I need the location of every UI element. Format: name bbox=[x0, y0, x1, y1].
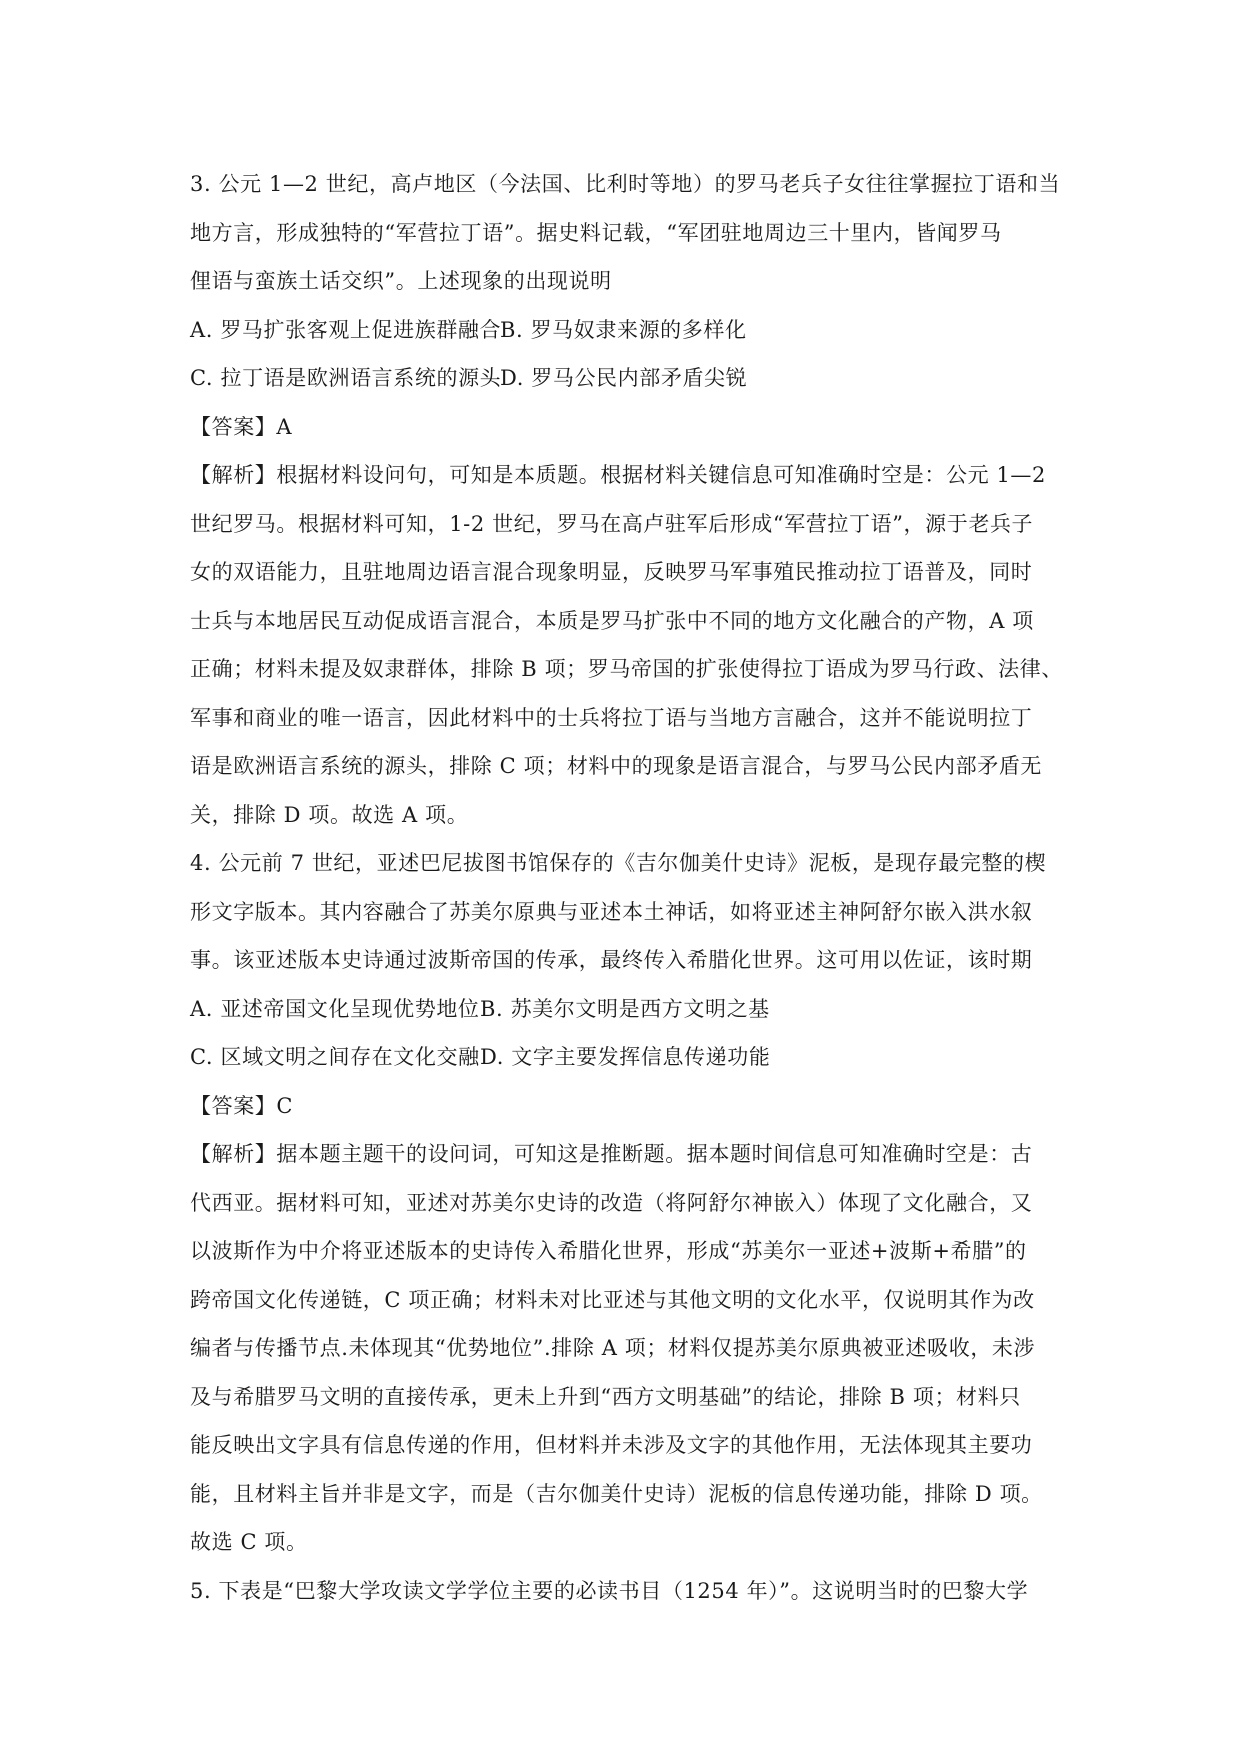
question-4-stem-line-2: 形文字版本。其内容融合了苏美尔原典与亚述本土神话，如将亚述主神阿舒尔嵌入洪水叙 bbox=[190, 899, 1033, 924]
question-3-answer: 【答案】A bbox=[190, 414, 293, 439]
question-3-analysis-line-4: 士兵与本地居民互动促成语言混合，本质是罗马扩张中不同的地方文化融合的产物，A 项 bbox=[190, 608, 1034, 633]
question-3-analysis-line-5: 正确；材料未提及奴隶群体，排除 B 项；罗马帝国的扩张使得拉丁语成为罗马行政、法律、 bbox=[190, 657, 1063, 681]
question-4-analysis-line-9: 故选 C 项。 bbox=[190, 1530, 308, 1554]
question-3-option-d: D. 罗马公民内部矛盾尖锐 bbox=[500, 366, 748, 390]
question-5-stem-line-1: 5. 下表是“巴黎大学攻读文学学位主要的必读书目（1254 年）”。这说明当时的巴黎大学 bbox=[190, 1578, 1029, 1603]
question-4-answer: 【答案】C bbox=[190, 1093, 294, 1118]
question-3-option-c: C. 拉丁语是欧洲语言系统的源头 bbox=[190, 366, 502, 390]
question-3 bbox=[190, 160, 1063, 839]
question-3-analysis-line-3: 女的双语能力，且驻地周边语言混合现象明显，反映罗马军事殖民推动拉丁语普及，同时 bbox=[190, 560, 1033, 584]
question-5 bbox=[190, 1567, 1060, 1616]
question-4-analysis-line-2: 代西亚。据材料可知，亚述对苏美尔史诗的改造（将阿舒尔神嵌入）体现了文化融合，又 bbox=[190, 1190, 1033, 1215]
question-4 bbox=[190, 839, 1060, 1567]
question-4-option-c: C. 区域文明之间存在文化交融 bbox=[190, 1045, 480, 1069]
question-4-analysis-line-3: 以波斯作为中介将亚述版本的史诗传入希腊化世界，形成“苏美尔一亚述+波斯+希腊”的 bbox=[190, 1239, 1027, 1263]
question-4-option-a: A. 亚述帝国文化呈现优势地位 bbox=[190, 996, 480, 1021]
exam-page bbox=[190, 160, 1063, 1615]
question-3-analysis-line-6: 军事和商业的唯一语言，因此材料中的士兵将拉丁语与当地方言融合，这并不能说明拉丁 bbox=[190, 705, 1033, 730]
question-4-analysis-line-6: 及与希腊罗马文明的直接传承，更未上升到“西方文明基础”的结论，排除 B 项；材料只 bbox=[190, 1384, 1021, 1409]
question-4-analysis-line-5: 编者与传播节点.未体现其“优势地位”.排除 A 项；材料仅提苏美尔原典被亚述吸收，未涉 bbox=[190, 1336, 1036, 1360]
question-3-analysis-line-2: 世纪罗马。根据材料可知，1-2 世纪，罗马在高卢驻军后形成“军营拉丁语”，源于老兵子 bbox=[190, 511, 1034, 536]
question-4-options-row-1 bbox=[190, 985, 1060, 1034]
question-3-stem-line-3: 俚语与蛮族土话交织”。上述现象的出现说明 bbox=[190, 269, 612, 293]
question-4-option-b: B. 苏美尔文明是西方文明之基 bbox=[480, 996, 770, 1021]
question-3-stem-line-2: 地方言，形成独特的“军营拉丁语”。据史料记载，“军团驻地周边三十里内，皆闻罗马 bbox=[190, 220, 1002, 245]
question-3-option-a: A. 罗马扩张客观上促进族群融合 bbox=[190, 317, 502, 342]
question-3-options-row-2 bbox=[190, 354, 1060, 403]
question-3-options-row-1 bbox=[190, 306, 1060, 355]
question-3-stem-line-1: 3. 公元 1—2 世纪，高卢地区（今法国、比利时等地）的罗马老兵子女往往掌握拉丁语和当 bbox=[190, 172, 1061, 196]
question-3-analysis-line-1: 【解析】根据材料设问句，可知是本质题。根据材料关键信息可知准确时空是：公元 1—2 bbox=[190, 463, 1046, 487]
question-4-analysis-line-8: 能，且材料主旨并非是文字，而是（吉尔伽美什史诗）泥板的信息传递功能，排除 D 项。 bbox=[190, 1481, 1043, 1506]
question-4-stem-line-1: 4. 公元前 7 世纪，亚述巴尼拔图书馆保存的《吉尔伽美什史诗》泥板，是现存最完整的楔 bbox=[190, 851, 1047, 875]
question-4-analysis-line-1: 【解析】据本题主题干的设问词，可知这是推断题。据本题时间信息可知准确时空是：古 bbox=[190, 1142, 1033, 1166]
question-3-analysis-line-7: 语是欧洲语言系统的源头，排除 C 项；材料中的现象是语言混合，与罗马公民内部矛盾无 bbox=[190, 754, 1043, 778]
question-3-analysis-line-8: 关，排除 D 项。故选 A 项。 bbox=[190, 802, 469, 827]
question-4-analysis-line-4: 跨帝国文化传递链，C 项正确；材料未对比亚述与其他文明的文化水平，仅说明其作为改 bbox=[190, 1287, 1035, 1312]
question-4-analysis-line-7: 能反映出文字具有信息传递的作用，但材料并未涉及文字的其他作用，无法体现其主要功 bbox=[190, 1433, 1033, 1457]
question-4-stem-line-3: 事。该亚述版本史诗通过波斯帝国的传承，最终传入希腊化世界。这可用以佐证，该时期 bbox=[190, 948, 1033, 972]
question-4-option-d: D. 文字主要发挥信息传递功能 bbox=[480, 1045, 771, 1069]
question-4-options-row-2 bbox=[190, 1033, 1060, 1082]
question-3-option-b: B. 罗马奴隶来源的多样化 bbox=[500, 317, 747, 342]
